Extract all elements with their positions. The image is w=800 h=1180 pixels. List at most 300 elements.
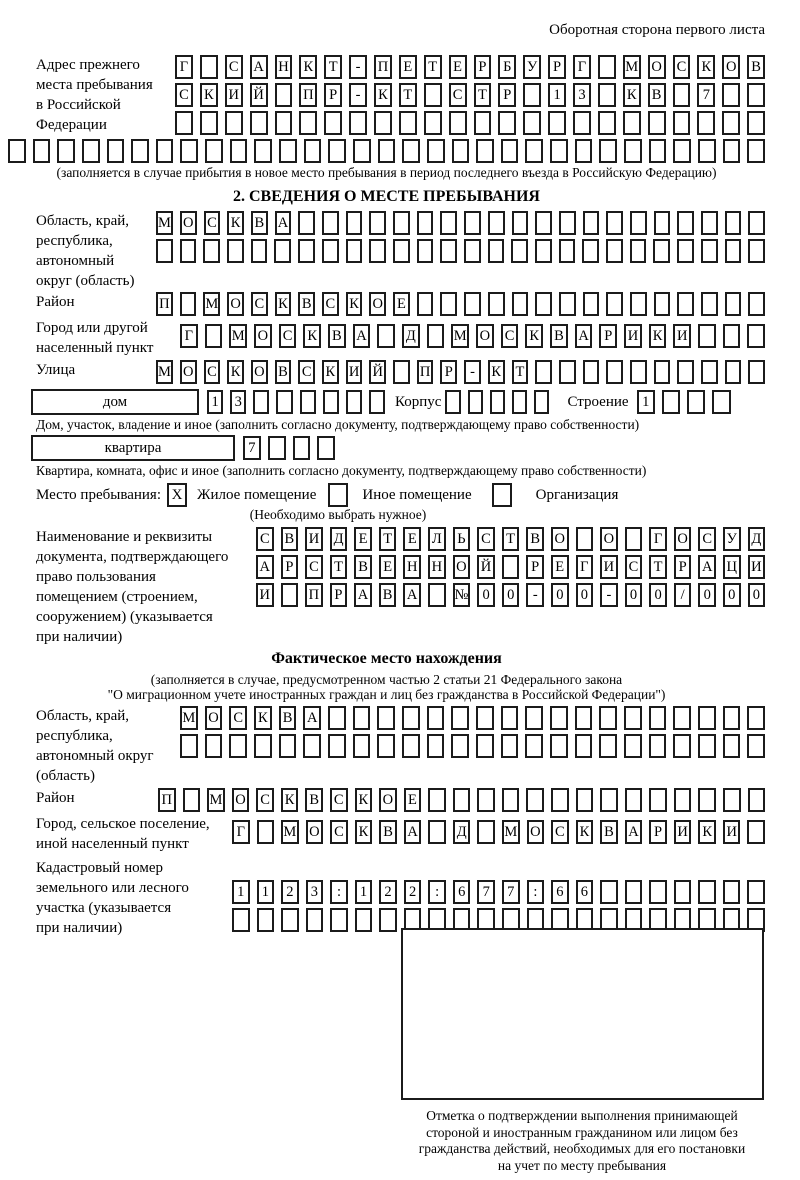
char-box[interactable]: Г <box>232 820 250 844</box>
char-box[interactable] <box>328 734 346 758</box>
char-box[interactable] <box>477 788 495 812</box>
char-box[interactable]: К <box>275 292 292 316</box>
char-box[interactable] <box>630 360 647 384</box>
char-box[interactable] <box>606 211 623 235</box>
char-box[interactable]: Р <box>548 55 566 79</box>
char-box[interactable] <box>674 788 692 812</box>
char-box[interactable] <box>523 83 541 107</box>
char-box[interactable] <box>525 139 543 163</box>
char-box[interactable] <box>575 734 593 758</box>
char-box[interactable]: В <box>298 292 315 316</box>
char-box[interactable] <box>298 239 315 263</box>
char-box[interactable]: И <box>305 527 323 551</box>
char-box[interactable]: В <box>279 706 297 730</box>
char-box[interactable]: Г <box>175 55 193 79</box>
char-box[interactable]: П <box>374 55 392 79</box>
char-box[interactable] <box>649 788 667 812</box>
char-box[interactable] <box>624 706 642 730</box>
char-box[interactable]: Т <box>649 555 667 579</box>
char-box[interactable] <box>501 734 519 758</box>
char-box[interactable] <box>748 239 765 263</box>
char-box[interactable] <box>377 706 395 730</box>
char-box[interactable]: 0 <box>723 583 741 607</box>
char-box[interactable] <box>598 55 616 79</box>
char-box[interactable] <box>464 239 481 263</box>
char-box[interactable] <box>353 139 371 163</box>
char-box[interactable] <box>276 390 292 414</box>
char-box[interactable] <box>748 292 765 316</box>
char-box[interactable] <box>534 390 549 414</box>
char-box[interactable]: О <box>180 211 197 235</box>
char-box[interactable]: А <box>275 211 292 235</box>
char-box[interactable] <box>673 111 691 135</box>
char-box[interactable]: С <box>330 820 348 844</box>
char-box[interactable] <box>535 211 552 235</box>
char-box[interactable]: И <box>748 555 766 579</box>
char-box[interactable]: И <box>624 324 642 348</box>
char-box[interactable] <box>299 111 317 135</box>
char-box[interactable]: С <box>256 527 274 551</box>
char-box[interactable] <box>156 139 174 163</box>
char-box[interactable]: П <box>299 83 317 107</box>
char-box[interactable] <box>107 139 125 163</box>
char-box[interactable] <box>624 734 642 758</box>
char-box[interactable]: В <box>354 555 372 579</box>
char-box[interactable]: Е <box>449 55 467 79</box>
char-box[interactable]: И <box>600 555 618 579</box>
char-box[interactable]: : <box>428 880 446 904</box>
char-box[interactable] <box>300 390 316 414</box>
char-box[interactable]: М <box>623 55 641 79</box>
char-box[interactable]: И <box>673 324 691 348</box>
char-box[interactable] <box>526 788 544 812</box>
char-box[interactable] <box>293 436 311 460</box>
char-box[interactable] <box>677 292 694 316</box>
char-box[interactable]: С <box>204 360 221 384</box>
char-box[interactable]: Г <box>649 527 667 551</box>
char-box[interactable] <box>630 292 647 316</box>
char-box[interactable]: О <box>600 527 618 551</box>
char-box[interactable] <box>452 139 470 163</box>
char-box[interactable] <box>701 211 718 235</box>
char-box[interactable] <box>488 292 505 316</box>
char-box[interactable] <box>630 211 647 235</box>
char-box[interactable]: Т <box>474 83 492 107</box>
char-box[interactable] <box>582 239 599 263</box>
char-box[interactable] <box>649 706 667 730</box>
char-box[interactable] <box>674 880 692 904</box>
char-box[interactable] <box>583 211 600 235</box>
char-box[interactable] <box>250 111 268 135</box>
char-box[interactable]: С <box>251 292 268 316</box>
char-box[interactable]: Р <box>526 555 544 579</box>
char-box[interactable] <box>474 111 492 135</box>
char-box[interactable] <box>748 211 765 235</box>
char-box[interactable] <box>328 139 346 163</box>
char-box[interactable]: К <box>227 360 244 384</box>
char-box[interactable]: К <box>281 788 299 812</box>
char-box[interactable]: В <box>328 324 346 348</box>
char-box[interactable] <box>598 111 616 135</box>
char-box[interactable] <box>253 390 269 414</box>
char-box[interactable]: М <box>180 706 198 730</box>
char-box[interactable]: С <box>501 324 519 348</box>
char-box[interactable] <box>550 139 568 163</box>
char-box[interactable]: А <box>403 583 421 607</box>
char-box[interactable]: А <box>404 820 422 844</box>
char-box[interactable] <box>523 111 541 135</box>
char-box[interactable] <box>654 360 671 384</box>
char-box[interactable] <box>501 139 519 163</box>
char-box[interactable] <box>205 734 223 758</box>
char-box[interactable] <box>306 908 324 932</box>
char-box[interactable] <box>559 239 576 263</box>
char-box[interactable]: И <box>225 83 243 107</box>
char-box[interactable]: 7 <box>697 83 715 107</box>
char-box[interactable] <box>377 324 395 348</box>
char-box[interactable]: К <box>374 83 392 107</box>
char-box[interactable] <box>440 292 457 316</box>
char-box[interactable] <box>677 360 694 384</box>
char-box[interactable] <box>468 390 483 414</box>
char-box[interactable] <box>322 239 339 263</box>
char-box[interactable] <box>377 734 395 758</box>
char-box[interactable] <box>606 239 623 263</box>
char-box[interactable]: О <box>205 706 223 730</box>
char-box[interactable]: 3 <box>230 390 246 414</box>
char-box[interactable] <box>559 211 576 235</box>
char-box[interactable]: О <box>476 324 494 348</box>
char-box[interactable]: 1 <box>637 390 655 414</box>
char-box[interactable]: М <box>451 324 469 348</box>
char-box[interactable] <box>559 360 576 384</box>
char-box[interactable] <box>349 111 367 135</box>
char-box[interactable]: К <box>355 820 373 844</box>
char-box[interactable] <box>649 880 667 904</box>
char-box[interactable]: О <box>251 360 268 384</box>
char-box[interactable] <box>698 706 716 730</box>
char-box[interactable] <box>378 139 396 163</box>
char-box[interactable]: М <box>229 324 247 348</box>
char-box[interactable] <box>180 239 197 263</box>
char-box[interactable] <box>511 239 528 263</box>
char-box[interactable] <box>512 292 529 316</box>
char-box[interactable] <box>324 111 342 135</box>
char-box[interactable] <box>268 436 286 460</box>
char-box[interactable] <box>583 292 600 316</box>
char-box[interactable]: К <box>576 820 594 844</box>
char-box[interactable] <box>725 292 742 316</box>
char-box[interactable] <box>698 734 716 758</box>
char-box[interactable]: С <box>673 55 691 79</box>
char-box[interactable]: Т <box>502 527 520 551</box>
char-box[interactable]: П <box>156 292 173 316</box>
char-box[interactable] <box>417 211 434 235</box>
char-box[interactable] <box>747 139 765 163</box>
char-box[interactable]: Д <box>748 527 766 551</box>
char-box[interactable]: К <box>346 292 363 316</box>
char-box[interactable] <box>451 734 469 758</box>
char-box[interactable]: С <box>625 555 643 579</box>
char-box[interactable] <box>427 734 445 758</box>
char-box[interactable]: 0 <box>625 583 643 607</box>
char-box[interactable]: 0 <box>502 583 520 607</box>
char-box[interactable] <box>502 555 520 579</box>
char-box[interactable]: 2 <box>379 880 397 904</box>
char-box[interactable]: О <box>648 55 666 79</box>
char-box[interactable] <box>490 390 505 414</box>
char-box[interactable] <box>274 239 291 263</box>
char-box[interactable]: И <box>256 583 274 607</box>
char-box[interactable] <box>748 360 765 384</box>
char-box[interactable] <box>323 390 339 414</box>
char-box[interactable]: Р <box>649 820 667 844</box>
char-box[interactable]: 3 <box>306 880 324 904</box>
char-box[interactable] <box>747 880 765 904</box>
char-box[interactable] <box>698 139 716 163</box>
char-box[interactable]: № <box>453 583 471 607</box>
char-box[interactable] <box>453 788 471 812</box>
char-box[interactable]: М <box>156 211 173 235</box>
char-box[interactable]: 0 <box>576 583 594 607</box>
char-box[interactable] <box>723 139 741 163</box>
char-box[interactable] <box>723 324 741 348</box>
char-box[interactable] <box>625 527 643 551</box>
char-box[interactable]: 7 <box>502 880 520 904</box>
char-box[interactable]: О <box>369 292 386 316</box>
char-box[interactable]: П <box>417 360 434 384</box>
char-box[interactable] <box>428 788 446 812</box>
char-box[interactable] <box>317 436 335 460</box>
char-box[interactable]: 7 <box>243 436 261 460</box>
char-box[interactable] <box>279 734 297 758</box>
char-box[interactable]: С <box>225 55 243 79</box>
char-box[interactable] <box>648 111 666 135</box>
char-box[interactable] <box>393 360 410 384</box>
char-box[interactable]: К <box>698 820 716 844</box>
char-box[interactable] <box>427 706 445 730</box>
char-box[interactable]: О <box>551 527 569 551</box>
char-box[interactable] <box>701 360 718 384</box>
char-box[interactable] <box>488 211 505 235</box>
char-box[interactable]: М <box>207 788 225 812</box>
char-box[interactable]: Т <box>330 555 348 579</box>
char-box[interactable]: Р <box>324 83 342 107</box>
char-box[interactable] <box>559 292 576 316</box>
char-box[interactable]: С <box>175 83 193 107</box>
char-box[interactable] <box>606 292 623 316</box>
char-box[interactable]: В <box>550 324 568 348</box>
char-box[interactable]: 0 <box>551 583 569 607</box>
char-box[interactable]: Г <box>576 555 594 579</box>
char-box[interactable] <box>725 239 742 263</box>
char-box[interactable] <box>599 139 617 163</box>
char-box[interactable]: Н <box>403 555 421 579</box>
char-box[interactable] <box>275 83 293 107</box>
char-box[interactable] <box>428 583 446 607</box>
char-box[interactable]: Р <box>599 324 617 348</box>
char-box[interactable]: И <box>674 820 692 844</box>
char-box[interactable]: Р <box>498 83 516 107</box>
char-box[interactable]: 2 <box>281 880 299 904</box>
char-box[interactable]: Н <box>275 55 293 79</box>
char-box[interactable] <box>298 211 315 235</box>
char-box[interactable] <box>723 734 741 758</box>
char-box[interactable] <box>653 239 670 263</box>
char-box[interactable] <box>747 111 765 135</box>
char-box[interactable]: К <box>355 788 373 812</box>
char-box[interactable]: 1 <box>548 83 566 107</box>
char-box[interactable] <box>427 139 445 163</box>
char-box[interactable]: Г <box>573 55 591 79</box>
char-box[interactable] <box>203 239 220 263</box>
char-box[interactable] <box>488 239 505 263</box>
char-box[interactable] <box>279 139 297 163</box>
char-box[interactable] <box>747 706 765 730</box>
char-box[interactable]: Т <box>324 55 342 79</box>
char-box[interactable] <box>723 788 741 812</box>
char-box[interactable] <box>205 324 223 348</box>
char-box[interactable]: С <box>305 555 323 579</box>
char-box[interactable]: М <box>502 820 520 844</box>
char-box[interactable]: О <box>254 324 272 348</box>
char-box[interactable] <box>551 788 569 812</box>
char-box[interactable] <box>599 706 617 730</box>
char-box[interactable]: В <box>526 527 544 551</box>
char-box[interactable] <box>257 908 275 932</box>
char-box[interactable]: Р <box>674 555 692 579</box>
char-box[interactable] <box>369 211 386 235</box>
char-box[interactable]: М <box>203 292 220 316</box>
char-box[interactable]: - <box>349 55 367 79</box>
char-box[interactable] <box>402 706 420 730</box>
char-box[interactable] <box>598 83 616 107</box>
char-box[interactable] <box>654 292 671 316</box>
char-box[interactable] <box>346 390 362 414</box>
char-box[interactable]: В <box>747 55 765 79</box>
char-box[interactable]: О <box>379 788 397 812</box>
char-box[interactable] <box>131 139 149 163</box>
char-box[interactable] <box>747 734 765 758</box>
char-box[interactable] <box>712 390 730 414</box>
char-box[interactable]: О <box>674 527 692 551</box>
char-box[interactable]: 1 <box>355 880 373 904</box>
char-box[interactable] <box>623 111 641 135</box>
char-box[interactable] <box>355 908 373 932</box>
char-box[interactable]: У <box>723 527 741 551</box>
char-box[interactable] <box>512 211 529 235</box>
char-box[interactable] <box>353 734 371 758</box>
char-box[interactable]: С <box>204 211 221 235</box>
char-box[interactable] <box>417 239 434 263</box>
char-box[interactable] <box>673 139 691 163</box>
char-box[interactable] <box>424 111 442 135</box>
char-box[interactable]: Е <box>403 527 421 551</box>
char-box[interactable]: - <box>464 360 481 384</box>
char-box[interactable]: А <box>353 324 371 348</box>
char-box[interactable]: О <box>453 555 471 579</box>
char-box[interactable]: А <box>303 706 321 730</box>
char-box[interactable]: Й <box>250 83 268 107</box>
char-box[interactable]: В <box>600 820 618 844</box>
char-box[interactable] <box>303 734 321 758</box>
char-box[interactable]: О <box>527 820 545 844</box>
char-box[interactable] <box>698 324 716 348</box>
char-box[interactable]: О <box>306 820 324 844</box>
other-premises-checkbox[interactable] <box>328 483 348 507</box>
char-box[interactable] <box>440 211 457 235</box>
char-box[interactable] <box>156 239 173 263</box>
char-box[interactable] <box>498 111 516 135</box>
char-box[interactable] <box>254 139 272 163</box>
char-box[interactable] <box>662 390 680 414</box>
char-box[interactable] <box>464 211 481 235</box>
char-box[interactable]: К <box>254 706 272 730</box>
char-box[interactable] <box>225 111 243 135</box>
char-box[interactable] <box>227 239 244 263</box>
char-box[interactable]: С <box>449 83 467 107</box>
char-box[interactable]: К <box>697 55 715 79</box>
char-box[interactable]: С <box>330 788 348 812</box>
char-box[interactable]: 7 <box>477 880 495 904</box>
char-box[interactable] <box>673 706 691 730</box>
char-box[interactable] <box>445 390 460 414</box>
char-box[interactable] <box>180 734 198 758</box>
char-box[interactable]: К <box>623 83 641 107</box>
char-box[interactable] <box>402 734 420 758</box>
char-box[interactable] <box>393 211 410 235</box>
char-box[interactable] <box>573 111 591 135</box>
char-box[interactable] <box>747 820 765 844</box>
char-box[interactable] <box>535 239 552 263</box>
char-box[interactable]: В <box>275 360 292 384</box>
char-box[interactable] <box>440 239 457 263</box>
char-box[interactable] <box>393 239 410 263</box>
char-box[interactable] <box>346 239 363 263</box>
char-box[interactable]: : <box>330 880 348 904</box>
char-box[interactable] <box>232 908 250 932</box>
char-box[interactable]: Е <box>354 527 372 551</box>
char-box[interactable] <box>725 211 742 235</box>
char-box[interactable] <box>33 139 51 163</box>
char-box[interactable] <box>575 706 593 730</box>
char-box[interactable] <box>575 139 593 163</box>
char-box[interactable] <box>677 211 694 235</box>
char-box[interactable]: Ц <box>723 555 741 579</box>
char-box[interactable]: 6 <box>576 880 594 904</box>
char-box[interactable] <box>374 111 392 135</box>
char-box[interactable] <box>624 139 642 163</box>
char-box[interactable]: Й <box>369 360 386 384</box>
char-box[interactable] <box>673 83 691 107</box>
char-box[interactable] <box>254 734 272 758</box>
char-box[interactable] <box>512 390 527 414</box>
char-box[interactable] <box>424 83 442 107</box>
char-box[interactable] <box>697 111 715 135</box>
char-box[interactable] <box>281 908 299 932</box>
char-box[interactable] <box>477 820 495 844</box>
char-box[interactable]: М <box>156 360 173 384</box>
char-box[interactable]: 2 <box>404 880 422 904</box>
char-box[interactable]: 1 <box>257 880 275 904</box>
char-box[interactable] <box>449 111 467 135</box>
char-box[interactable] <box>476 706 494 730</box>
char-box[interactable] <box>275 111 293 135</box>
char-box[interactable] <box>57 139 75 163</box>
char-box[interactable] <box>673 734 691 758</box>
char-box[interactable] <box>417 292 434 316</box>
char-box[interactable] <box>451 706 469 730</box>
